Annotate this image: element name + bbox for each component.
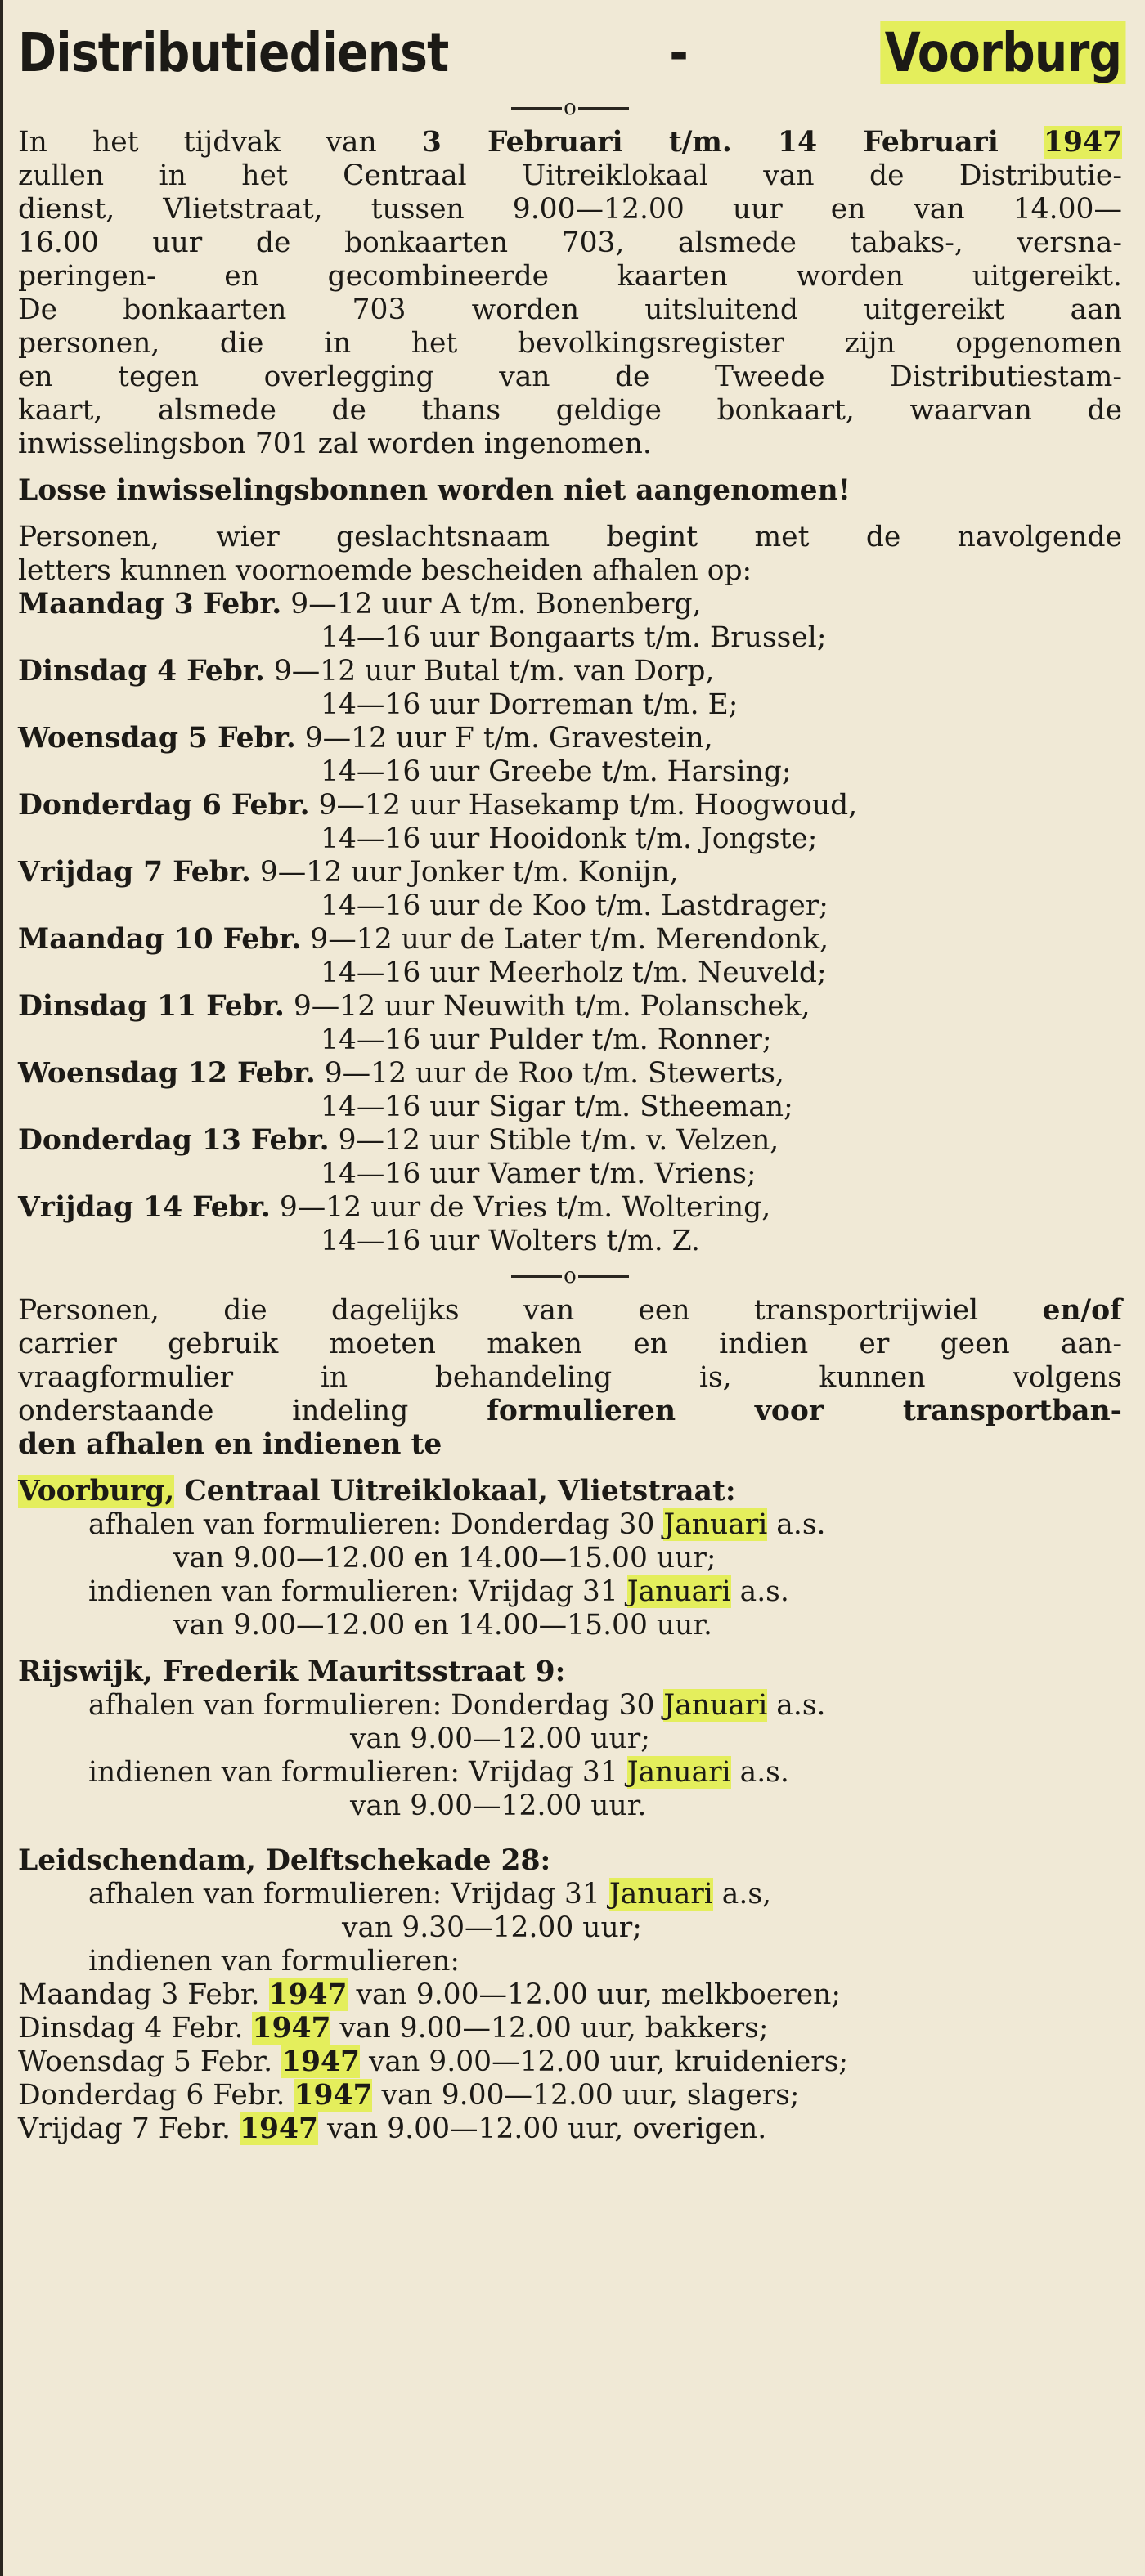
schedule-morning: 9—12 uur Butal t/m. van Dorp, xyxy=(273,655,715,688)
schedule-morning: 9—12 uur de Vries t/m. Woltering, xyxy=(279,1191,771,1224)
separator xyxy=(18,90,1122,126)
schedule-day: Maandag 3 Febr. xyxy=(18,588,282,620)
location-line: van 9.00—12.00 uur. xyxy=(350,1790,647,1822)
location-heading: Leidschendam, Delftschekade 28: xyxy=(18,1844,551,1877)
schedule-afternoon: 14—16 uur Meerholz t/m. Neuveld; xyxy=(321,956,827,989)
schedule-afternoon: 14—16 uur Pulder t/m. Ronner; xyxy=(321,1024,772,1056)
schedule-morning: 9—12 uur Neuwith t/m. Polanschek, xyxy=(293,990,810,1023)
schedule-afternoon: 14—16 uur Greebe t/m. Harsing; xyxy=(321,755,792,788)
intro-line: 16.00 uur de bonkaarten 703, alsmede tabaks-, versna- xyxy=(18,226,1122,259)
intro-line: en tegen overlegging van de Tweede Distributiestam- xyxy=(18,361,1122,393)
schedule-morning: 9—12 uur Stible t/m. v. Velzen, xyxy=(338,1124,779,1157)
schedule-afternoon: 14—16 uur Hooidonk t/m. Jongste; xyxy=(321,822,818,855)
intro-line: inwisselingsbon 701 zal worden ingenomen. xyxy=(18,428,652,460)
location-heading: Rijswijk, Frederik Mauritsstraat 9: xyxy=(18,1655,566,1688)
separator-line-left xyxy=(511,1275,562,1278)
location-voorburg xyxy=(18,1475,1122,1642)
location-leidschendam xyxy=(18,1844,1122,2146)
delivery-day: Woensdag 5 Febr. 1947 van 9.00—12.00 uur, kruideniers; xyxy=(18,2045,849,2078)
intro-line: peringen- en gecombineerde kaarten worden uitgereikt. xyxy=(18,260,1122,293)
schedule-entry xyxy=(18,789,1122,856)
location-rijswijk xyxy=(18,1655,1122,1823)
schedule-day: Woensdag 5 Febr. xyxy=(18,722,296,755)
schedule-entry xyxy=(18,588,1122,655)
schedule-morning: 9—12 uur de Later t/m. Merendonk, xyxy=(310,923,829,956)
separator-line-right xyxy=(578,1275,629,1278)
schedule-intro-line: Personen, wier geslachtsnaam begint met de navolgende xyxy=(18,521,1122,553)
intro-line: personen, die in het bevolkingsregister zijn opgenomen xyxy=(18,327,1122,360)
intro-line: kaart, alsmede de thans geldige bonkaart, waarvan de xyxy=(18,394,1122,427)
schedule-afternoon: 14—16 uur Dorreman t/m. E; xyxy=(321,688,739,721)
intro-line: zullen in het Centraal Uitreiklokaal van de Distributie- xyxy=(18,159,1122,192)
schedule-day: Vrijdag 7 Febr. xyxy=(18,856,251,889)
header-place: Voorburg xyxy=(881,21,1126,84)
separator-ornament: o xyxy=(564,96,577,120)
schedule-entry xyxy=(18,1191,1122,1258)
location-line: van 9.30—12.00 uur; xyxy=(342,1911,642,1944)
schedule-day: Donderdag 13 Febr. xyxy=(18,1124,330,1157)
delivery-day: Vrijdag 7 Febr. 1947 van 9.00—12.00 uur, overigen. xyxy=(18,2112,767,2145)
schedule-entry xyxy=(18,1057,1122,1124)
schedule-day: Dinsdag 4 Febr. xyxy=(18,655,265,688)
schedule-day: Maandag 10 Febr. xyxy=(18,923,302,956)
intro-line: De bonkaarten 703 worden uitsluitend uitgereikt aan xyxy=(18,293,1122,326)
schedule-entry xyxy=(18,990,1122,1057)
transport-line: onderstaande indeling formulieren voor transportban- xyxy=(18,1395,1122,1427)
transport-line: carrier gebruik moeten maken en indien er geen aan- xyxy=(18,1328,1122,1360)
schedule-afternoon: 14—16 uur Bongaarts t/m. Brussel; xyxy=(321,621,827,654)
schedule-entry xyxy=(18,856,1122,923)
separator-line-right xyxy=(578,107,629,110)
schedule-intro-line: letters kunnen voornoemde bescheiden afhalen op: xyxy=(18,554,752,587)
schedule-day: Woensdag 12 Febr. xyxy=(18,1057,316,1090)
location-line: afhalen van formulieren: Donderdag 30 Januari a.s. xyxy=(88,1689,826,1722)
location-line: van 9.00—12.00 uur; xyxy=(350,1723,650,1755)
schedule-entry xyxy=(18,1124,1122,1191)
schedule-section xyxy=(18,521,1122,1258)
location-name: Voorburg, xyxy=(18,1475,175,1508)
transport-line: vraagformulier in behandeling is, kunnen volgens xyxy=(18,1361,1122,1394)
schedule-afternoon: 14—16 uur de Koo t/m. Lastdrager; xyxy=(321,889,828,922)
transport-line: Personen, die dagelijks van een transportrijwiel en/of xyxy=(18,1294,1122,1327)
separator xyxy=(18,1258,1122,1294)
delivery-day: Maandag 3 Febr. 1947 van 9.00—12.00 uur, melkboeren; xyxy=(18,1978,841,2011)
schedule-afternoon: 14—16 uur Wolters t/m. Z. xyxy=(321,1225,700,1257)
location-line: afhalen van formulieren: Donderdag 30 Januari a.s. xyxy=(88,1508,826,1541)
schedule-morning: 9—12 uur Hasekamp t/m. Hoogwoud, xyxy=(318,789,858,822)
schedule-afternoon: 14—16 uur Vamer t/m. Vriens; xyxy=(321,1158,757,1190)
warning-line: Losse inwisselingsbonnen worden niet aangenomen! xyxy=(18,474,851,507)
schedule-day: Dinsdag 11 Febr. xyxy=(18,990,285,1023)
location-line: indienen van formulieren: Vrijdag 31 Januari a.s. xyxy=(88,1756,789,1789)
schedule-morning: 9—12 uur Jonker t/m. Konijn, xyxy=(259,856,679,889)
location-line: van 9.00—12.00 en 14.00—15.00 uur; xyxy=(173,1542,716,1575)
schedule-morning: 9—12 uur F t/m. Gravestein, xyxy=(304,722,713,755)
schedule-afternoon: 14—16 uur Sigar t/m. Stheeman; xyxy=(321,1091,793,1123)
location-address: Centraal Uitreiklokaal, Vlietstraat: xyxy=(174,1475,736,1508)
location-line: indienen van formulieren: xyxy=(88,1945,460,1978)
schedule-day: Vrijdag 14 Febr. xyxy=(18,1191,271,1224)
schedule-morning: 9—12 uur A t/m. Bonenberg, xyxy=(290,588,702,620)
transport-paragraph xyxy=(18,1294,1122,1462)
schedule-entry xyxy=(18,722,1122,789)
transport-line: den afhalen en indienen te xyxy=(18,1428,442,1461)
schedule-day: Donderdag 6 Febr. xyxy=(18,789,310,822)
delivery-day: Donderdag 6 Febr. 1947 van 9.00—12.00 uur, slagers; xyxy=(18,2079,800,2112)
location-line: afhalen van formulieren: Vrijdag 31 Januari a.s, xyxy=(88,1878,772,1911)
separator-line-left xyxy=(511,107,562,110)
schedule-morning: 9—12 uur de Roo t/m. Stewerts, xyxy=(324,1057,784,1090)
delivery-day: Dinsdag 4 Febr. 1947 van 9.00—12.00 uur, bakkers; xyxy=(18,2012,769,2045)
separator-ornament: o xyxy=(564,1264,577,1288)
header-dash: - xyxy=(669,20,689,84)
location-line: van 9.00—12.00 en 14.00—15.00 uur. xyxy=(173,1609,713,1642)
intro-line: In het tijdvak van 3 Februari t/m. 14 Februari 1947 xyxy=(18,126,1123,159)
notice-title: Distributiedienst xyxy=(18,20,449,84)
location-line: indienen van formulieren: Vrijdag 31 Januari a.s. xyxy=(88,1575,789,1608)
intro-line: dienst, Vlietstraat, tussen 9.00—12.00 uur en van 14.00— xyxy=(18,193,1122,226)
schedule-entry xyxy=(18,655,1122,722)
schedule-entry xyxy=(18,923,1122,990)
notice-header xyxy=(18,15,1126,90)
intro-paragraph xyxy=(18,126,1122,461)
